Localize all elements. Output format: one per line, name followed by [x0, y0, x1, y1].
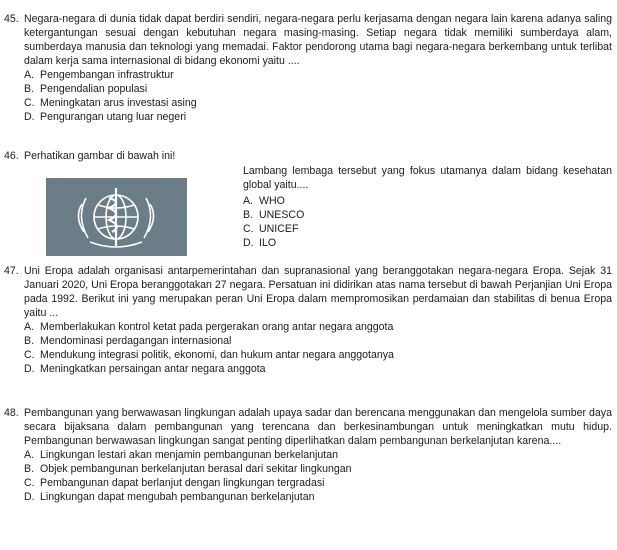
option-b[interactable]: B. Pengendalian populasi	[24, 83, 148, 95]
question-47	[4, 264, 612, 376]
option-b[interactable]: B. Mendominasi perdagangan internasional	[24, 335, 232, 347]
question-text: Negara-negara di dunia tidak dapat berdiri sendiri, negara-negara perlu kerjasama dengan negara lain karena adanya saling ketergantungan sesuai dengan kebutuhan negara masing-masing. Setiap negara tidak memiliki sumberdaya alam, sumberdaya manusia dan teknologi yang memadai. Faktor pendorong utama bagi negara-negara berkembang untuk terlibat dalam kerja sama internasional di bidang ekonomi yaitu ....	[24, 13, 612, 67]
question-number: 48.	[4, 407, 19, 419]
question-46	[4, 149, 612, 163]
question-45	[4, 12, 612, 124]
question-text: Uni Eropa adalah organisasi antarpemerintahan dan supranasional yang beranggotakan negara-negara Eropa. Sejak 31 Januari 2020, Uni Eropa beranggotakan 27 negara. Persatuan ini didirikan atas nama tersebut di bawah Perjanjian Uni Eropa pada 1992. Berikut ini yang merupakan peran Uni Eropa dalam mempromosikan perdamaian dan stabilitas di benua Eropa yaitu ...	[24, 265, 612, 319]
option-b[interactable]: B. Objek pembangunan berkelanjutan berasal dari sekitar lingkungan	[24, 463, 352, 475]
option-d[interactable]: D. Pengurangan utang luar negeri	[24, 111, 187, 123]
option-c[interactable]: C. Meningkatan arus investasi asing	[24, 97, 197, 109]
question-number: 45.	[4, 13, 19, 25]
option-d[interactable]: D. Meningkatkan persaingan antar negara anggota	[24, 363, 266, 375]
question-46-content	[243, 164, 612, 250]
option-a[interactable]: A. Pengembangan infrastruktur	[24, 69, 174, 81]
option-a[interactable]: A. Lingkungan lestari akan menjamin pembangunan berkelanjutan	[24, 449, 339, 461]
question-text: Lambang lembaga tersebut yang fokus utamanya dalam bidang kesehatan global yaitu....	[243, 165, 612, 191]
option-d[interactable]: D. ILO	[243, 237, 277, 249]
option-a[interactable]: A. WHO	[243, 195, 285, 207]
option-d[interactable]: D. Lingkungan dapat mengubah pembangunan berkelanjutan	[24, 491, 315, 503]
who-emblem-icon	[46, 178, 187, 256]
question-intro: Perhatikan gambar di bawah ini!	[24, 150, 176, 162]
question-number: 46.	[4, 150, 19, 162]
option-c[interactable]: C. Mendukung integrasi politik, ekonomi, dan hukum antar negara anggotanya	[24, 349, 394, 361]
option-c[interactable]: C. UNICEF	[243, 223, 299, 235]
option-c[interactable]: C. Pembangunan dapat berlanjut dengan lingkungan tergradasi	[24, 477, 325, 489]
option-b[interactable]: B. UNESCO	[243, 209, 305, 221]
question-number: 47.	[4, 265, 19, 277]
question-48	[4, 406, 612, 504]
option-a[interactable]: A. Memberlakukan kontrol ketat pada pergerakan orang antar negara anggota	[24, 321, 394, 333]
who-logo-image	[46, 178, 187, 256]
question-text: Pembangunan yang berwawasan lingkungan adalah upaya sadar dan berencana menggunakan dan mengelola sumber daya secara bijaksana dalam pembangunan yang terencana dan berkesinambungan untuk meningkatkan mutu hidup. Pembangunan berwawasan lingkungan sangat penting diperlihatkan dalam pembangunan berkelanjutan karena....	[24, 407, 612, 447]
